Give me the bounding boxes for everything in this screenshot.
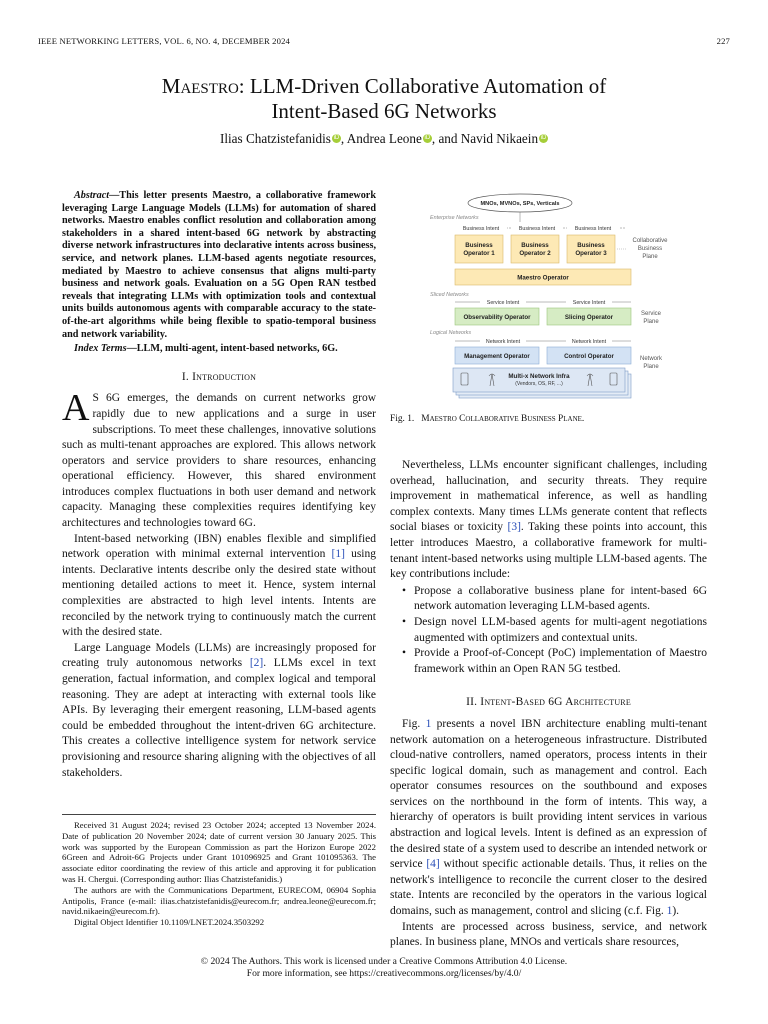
infra-label: Multi-x Network Infra bbox=[508, 373, 570, 380]
index-terms-label: Index Terms bbox=[74, 343, 127, 355]
arch-paragraph-1 bbox=[390, 717, 707, 920]
orcid-icon[interactable]: iD bbox=[333, 135, 340, 141]
business-intent-label: Business Intent bbox=[574, 226, 612, 232]
logical-networks-label: Logical Networks bbox=[430, 330, 472, 336]
index-terms bbox=[62, 343, 376, 356]
business-intent-label: Business Intent bbox=[462, 226, 500, 232]
business-operator-3-line2: Operator 3 bbox=[575, 250, 607, 257]
right-p1-text-cont: . Taking these points into account, this letter introduces Maestro, a collaborative framework for multi-tenant intent-based networks using multiple LLM-based agents. The key contributions include: bbox=[390, 521, 707, 581]
business-operator-1-line2: Operator 1 bbox=[463, 250, 495, 257]
arch-p1-text: Fig. bbox=[402, 717, 426, 730]
paper-title bbox=[0, 74, 768, 124]
observability-operator-label: Observability Operator bbox=[463, 314, 531, 321]
footnote bbox=[62, 820, 376, 928]
section-number: I. bbox=[181, 370, 193, 383]
enterprise-label: Enterprise Networks bbox=[430, 215, 479, 221]
running-head bbox=[38, 36, 730, 46]
right-p1-text: Nevertheless, LLMs encounter significant challenges, including overhead, hallucination, and security threats. They require improvement in mathematical inference, as well as handling complex contexts. Many times LLMs generate content that reflects social biases or toxicity bbox=[390, 459, 707, 534]
section-heading-introduction bbox=[62, 370, 376, 386]
stakeholders-label: MNOs, MVNOs, SPs, Verticals bbox=[480, 201, 560, 207]
plane-label-business-1: Collaborative bbox=[632, 238, 668, 244]
author-3: , and Navid Nikaein bbox=[431, 131, 539, 146]
intro-p2-text-cont: using intents. Declarative intents describe only the desired state without mentioning detailed actions to meet it. Hence, system internal complexities are abstracted to high level intents. Intents are reconciled by the network trying to continuously match the current with the desired state. bbox=[62, 548, 376, 639]
plane-label-business-2: Business bbox=[637, 246, 663, 252]
figure-caption bbox=[390, 414, 707, 424]
intro-p3-text: Large Language Models (LLMs) are increasingly proposed for creating truly autonomous networks bbox=[62, 641, 376, 670]
service-intent-label: Service Intent bbox=[572, 300, 606, 306]
citation-link[interactable]: [4] bbox=[426, 858, 440, 871]
slicing-operator-label: Slicing Operator bbox=[564, 314, 614, 321]
infra-layer-front bbox=[453, 368, 625, 392]
architecture-diagram bbox=[425, 190, 675, 402]
figure-link[interactable]: 1 bbox=[666, 905, 673, 918]
section-title: Introduction bbox=[192, 370, 257, 383]
arch-paragraph-2: Intents are processed across business, service, and network planes. In business plane, MNOs and verticals share resources, bbox=[390, 920, 707, 949]
list-item: • Propose a collaborative business plane for intent-based 6G network automation leveraging LLM-based agents. bbox=[390, 584, 707, 615]
intro-paragraph-2 bbox=[62, 532, 376, 641]
business-operator-3-line1: Business bbox=[577, 242, 605, 249]
plane-label-network-1: Network bbox=[639, 356, 663, 362]
arch-p1-text-cont2: without specific actionable details. Thus, it relies on the network's intelligence to reconcile the current closer to the desired state. Intents are reconciled by the operators in the various logical domains, such as management, control and slicing (c.f. Fig. bbox=[390, 858, 707, 918]
sliced-networks-label: Sliced Networks bbox=[430, 292, 469, 298]
citation-link[interactable]: [3] bbox=[507, 521, 521, 534]
license-footer bbox=[0, 956, 768, 980]
abstract-text: —This letter presents Maestro, a collaborative framework leveraging Large Language Models (LLMs) for automation of shared networks. Maestro enables conflict resolution and collaboration among stakeholders in a shared intent-based 6G network by abstracting diverse network infrastructures into declarative intents across business, service, and network planes. LLM-based agents negotiate resources, mediated by Maestro to achieve consensus that aligns multi-party business and network goals. Evaluation on a 5G Open RAN testbed reveals that integrating LLMs with optimization tools and contextual units builds autonomous agents with comparable accuracy to the state-of-the-art algorithms while being flexible to spatio-temporal business and network variability. bbox=[62, 190, 376, 340]
arch-p1-text-cont: presents a novel IBN architecture enabling multi-tenant network automation on a heterogeneous infrastructure. Distributed cloud-native controllers, named operators, process intents in their specific logical domain, such as management and control. Each operator consumes resources on the southbound and exposes services on the northbound in the form of intents. This way, a hierarchy of operators is built providing intent services in various abstraction and logical levels. Intent is defined as an expression of the desired state of a system used to describe an intended network or service bbox=[390, 717, 708, 871]
intro-paragraph-3 bbox=[62, 641, 376, 781]
plane-label-business-3: Plane bbox=[642, 254, 658, 260]
abstract-label: Abstract bbox=[74, 190, 110, 201]
right-paragraph-1 bbox=[390, 458, 707, 583]
footnote-doi: Digital Object Identifier 10.1109/LNET.2024.3503292 bbox=[74, 917, 265, 928]
section-heading-architecture bbox=[390, 695, 707, 711]
business-operator-2-line2: Operator 2 bbox=[519, 250, 551, 257]
right-column bbox=[390, 458, 707, 951]
business-operator-1-box bbox=[455, 235, 503, 263]
plane-label-network-2: Plane bbox=[643, 364, 659, 370]
drop-cap: A bbox=[62, 387, 90, 430]
orcid-icon[interactable]: iD bbox=[424, 135, 431, 141]
network-intent-label: Network Intent bbox=[571, 339, 607, 345]
arch-p1-text-end: ). bbox=[672, 905, 680, 918]
plane-label-service-1: Service bbox=[640, 311, 662, 317]
figure-link[interactable]: 1 bbox=[425, 717, 432, 730]
title-line2: Intent-Based 6G Networks bbox=[271, 99, 497, 123]
license-line-1: © 2024 The Authors. This work is licensed under a Creative Commons Attribution 4.0 License. bbox=[200, 956, 568, 967]
control-operator-label: Control Operator bbox=[564, 353, 614, 360]
section-title: Intent-Based 6G Architecture bbox=[480, 696, 631, 709]
business-intent-label: Business Intent bbox=[518, 226, 556, 232]
footnote-affiliation: The authors are with the Communications Department, EURECOM, 06904 Sophia Antipolis, France (e-mail: ilias.chatzistefanidis@eurecom.fr; andrea.leone@eurecom.fr; navid.nikaein@eurecom.fr). bbox=[62, 884, 376, 917]
plane-label-service-2: Plane bbox=[643, 319, 659, 325]
section-number: II. bbox=[466, 696, 481, 709]
management-operator-label: Management Operator bbox=[464, 353, 530, 360]
citation-link[interactable]: [2] bbox=[249, 657, 264, 670]
network-intent-label: Network Intent bbox=[485, 339, 521, 345]
footnote-received: Received 31 August 2024; revised 23 October 2024; accepted 13 November 2024. Date of publication 20 November 2024; date of current version 30 January 2025. This work was supported by the European Commission as part the Horizon Europe 2022 6Green and Adroit-6G Projects under Grant 101096925 and Grant 101095363. The associate editor coordinating the review of this article and approving it for publication was H. Chergui. (Corresponding author: Ilias Chatzistefanidis.) bbox=[62, 820, 376, 884]
maestro-operator-label: Maestro Operator bbox=[517, 274, 569, 282]
contributions-list bbox=[390, 584, 707, 678]
page-number: 227 bbox=[716, 36, 730, 46]
intro-p1-text: S 6G emerges, the demands on current networks grow rapidly due to new applications and a surge in user subscriptions. To meet these challenges, innovative solutions such as multi-tenant approaches are explored. This allows network operators and service providers to share resources, enhancing operational efficiency. However, this shared environment introduces complex fluctuations in both user demand and network capacity. Managing these complexities requires identifying key architectures and technologies toward 6G. bbox=[62, 392, 376, 530]
intro-paragraph-1 bbox=[62, 387, 376, 531]
intro-p2-text: Intent-based networking (IBN) enables flexible and simplified network operation with minimal external intervention bbox=[62, 532, 376, 561]
title-line1: : LLM-Driven Collaborative Automation of bbox=[238, 74, 607, 98]
business-operator-1-line1: Business bbox=[465, 242, 493, 249]
list-item: • Design novel LLM-based agents for multi-agent negotiations augmented with optimizers and contextual units. bbox=[390, 615, 707, 646]
list-item: • Provide a Proof-of-Concept (PoC) implementation of Maestro framework within an Open RAN 5G testbed. bbox=[390, 646, 707, 677]
index-terms-text: —LLM, multi-agent, intent-based networks, 6G. bbox=[126, 343, 338, 355]
title-maestro: Maestro bbox=[161, 74, 239, 98]
business-operator-3-box bbox=[567, 235, 615, 263]
business-operator-2-box bbox=[511, 235, 559, 263]
author-2: , Andrea Leone bbox=[340, 131, 422, 146]
caption-text: Maestro Collaborative Business Plane. bbox=[421, 414, 585, 424]
figure-architecture bbox=[425, 190, 675, 402]
author-list bbox=[0, 131, 768, 147]
journal-name: IEEE NETWORKING LETTERS, VOL. 6, NO. 4, DECEMBER 2024 bbox=[38, 36, 290, 46]
business-operator-2-line1: Business bbox=[521, 242, 549, 249]
infra-sublabel: (Vendors, OS, RF, ...) bbox=[515, 381, 563, 387]
author-1: Ilias Chatzistefanidis bbox=[219, 131, 331, 146]
footnote-divider bbox=[62, 814, 376, 815]
caption-number: Fig. 1. bbox=[390, 414, 415, 424]
service-intent-label: Service Intent bbox=[486, 300, 520, 306]
citation-link[interactable]: [1] bbox=[331, 548, 345, 561]
left-column bbox=[62, 190, 376, 781]
abstract bbox=[62, 190, 376, 341]
license-line-2: For more information, see https://creativecommons.org/licenses/by/4.0/ bbox=[246, 968, 522, 979]
orcid-icon[interactable]: iD bbox=[540, 135, 547, 141]
intro-p3-text-cont: . LLMs excel in text generation, factual information, and complex logical and temporal reasoning. They are adept at interacting with external tools like APIs. By leveraging their emergent reasoning, LLM-based agents could be embedded throughout the intent-driven 6G architecture. This creates a collective intelligence system for network service provisioning and resource sharing aligning with the objectives of all stakeholders. bbox=[62, 657, 376, 779]
